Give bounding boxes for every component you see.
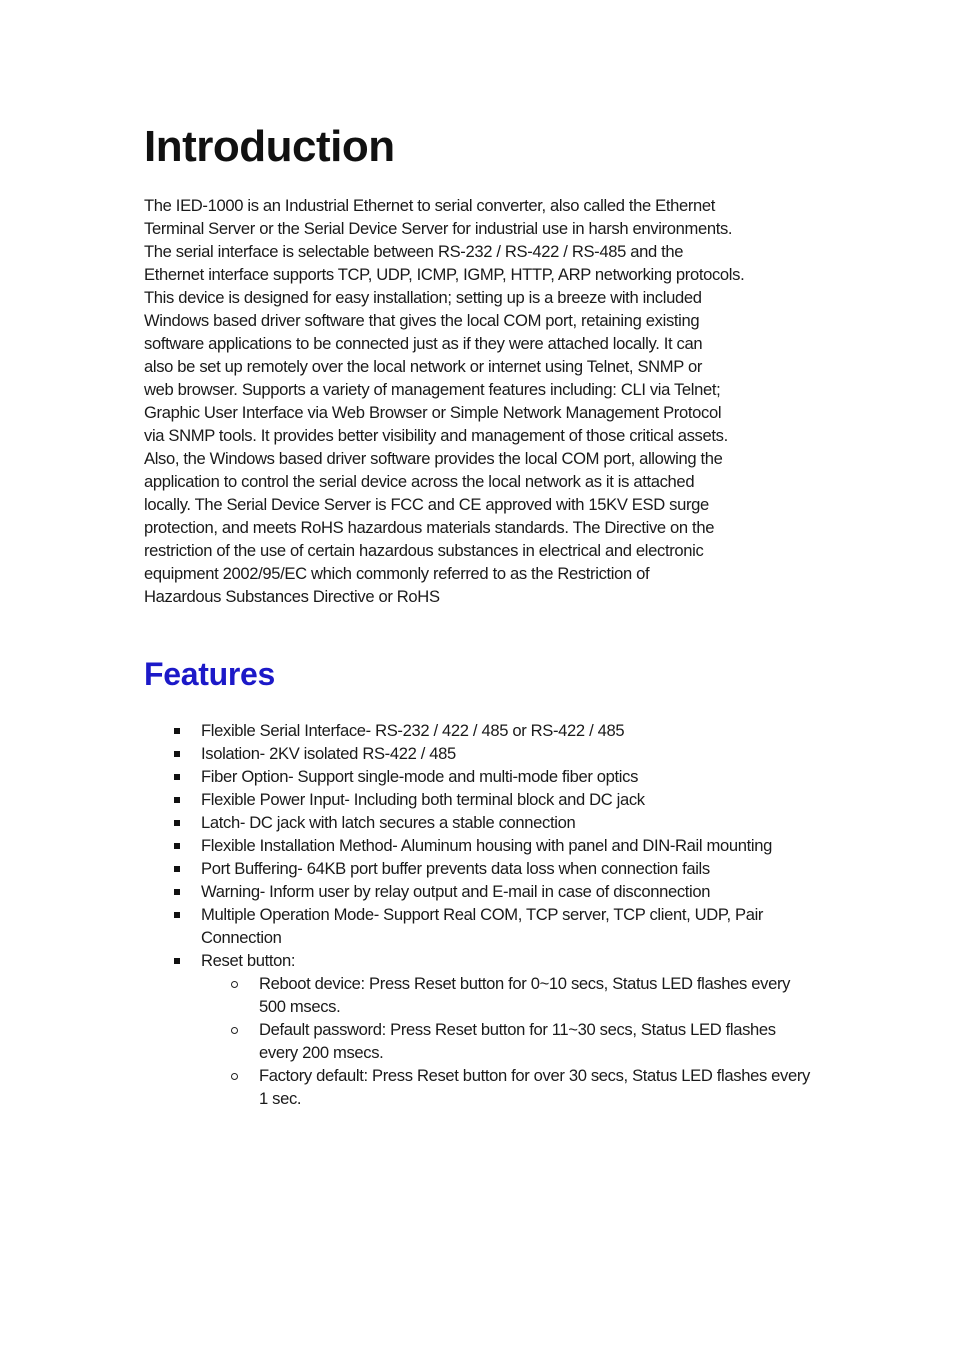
reset-sub-text: Reboot device: Press Reset button for 0~10 secs, Status LED flashes every 500 msecs.: [259, 974, 791, 1016]
square-bullet-icon: [174, 820, 180, 826]
reset-sub-item: [201, 1018, 816, 1064]
circle-bullet-icon: [231, 1073, 238, 1080]
square-bullet-icon: [174, 751, 180, 757]
reset-sub-item: [201, 972, 816, 1018]
square-bullet-icon: [174, 912, 180, 918]
circle-bullet-icon: [231, 1027, 238, 1034]
reset-sub-text: Factory default: Press Reset button for over 30 secs, Status LED flashes every 1 sec.: [259, 1066, 810, 1108]
feature-item: [144, 765, 816, 788]
feature-item: [144, 811, 816, 834]
reset-sub-item: [201, 1064, 816, 1110]
features-list: [144, 719, 816, 1110]
feature-text: Latch- DC jack with latch secures a stable connection: [201, 813, 576, 832]
introduction-heading: Introduction: [144, 122, 395, 171]
feature-item-reset: [144, 949, 816, 1110]
reset-sub-text: Default password: Press Reset button for 11~30 secs, Status LED flashes every 200 msecs.: [259, 1020, 776, 1062]
square-bullet-icon: [174, 889, 180, 895]
feature-text: Isolation- 2KV isolated RS-422 / 485: [201, 744, 456, 763]
feature-text: Flexible Power Input- Including both terminal block and DC jack: [201, 790, 645, 809]
square-bullet-icon: [174, 774, 180, 780]
feature-text: Port Buffering- 64KB port buffer prevents data loss when connection fails: [201, 859, 710, 878]
features-heading: Features: [144, 656, 275, 692]
square-bullet-icon: [174, 797, 180, 803]
introduction-paragraph: The IED-1000 is an Industrial Ethernet to serial converter, also called the Ethernet Terminal Server or the Serial Device Server for industrial use in harsh environments. The serial interface is selectable between RS-232 / RS-422 / RS-485 and the Ethernet interface supports TCP, UDP, ICMP, IGMP, HTTP, ARP networking protocols. This device is designed for easy installation; setting up is a breeze with included Windows based driver software that gives the local COM port, retaining existing software applications to be connected just as if they were attached locally. It can also be set up remotely over the local network or internet using Telnet, SNMP or web browser. Supports a variety of management features including: CLI via Telnet; Graphic User Interface via Web Browser or Simple Network Management Protocol via SNMP tools. It provides better visibility and management of those critical assets. Also, the Windows based driver software provides the local COM port, allowing the application to control the serial device across the local network as it is attached locally. The Serial Device Server is FCC and CE approved with 15KV ESD surge protection, and meets RoHS hazardous materials standards. The Directive on the restriction of the use of certain hazardous substances in electrical and electronic equipment 2002/95/EC which commonly referred to as the Restriction of Hazardous Substances Directive or RoHS: [144, 196, 745, 606]
square-bullet-icon: [174, 843, 180, 849]
feature-item: [144, 788, 816, 811]
feature-item: [144, 857, 816, 880]
feature-text: Fiber Option- Support single-mode and multi-mode fiber optics: [201, 767, 639, 786]
square-bullet-icon: [174, 866, 180, 872]
feature-text: Multiple Operation Mode- Support Real COM, TCP server, TCP client, UDP, Pair Connection: [201, 905, 764, 947]
feature-item: [144, 903, 816, 949]
circle-bullet-icon: [231, 981, 238, 988]
feature-item: [144, 880, 816, 903]
feature-text: Flexible Serial Interface- RS-232 / 422 / 485 or RS-422 / 485: [201, 721, 625, 740]
feature-text: Reset button:: [201, 951, 296, 970]
reset-sub-list: [201, 972, 816, 1110]
feature-text: Flexible Installation Method- Aluminum housing with panel and DIN-Rail mounting: [201, 836, 772, 855]
square-bullet-icon: [174, 958, 180, 964]
feature-item: [144, 742, 816, 765]
feature-item: [144, 834, 816, 857]
document-page: [144, 118, 816, 1110]
square-bullet-icon: [174, 728, 180, 734]
feature-text: Warning- Inform user by relay output and E-mail in case of disconnection: [201, 882, 711, 901]
feature-item: [144, 719, 816, 742]
